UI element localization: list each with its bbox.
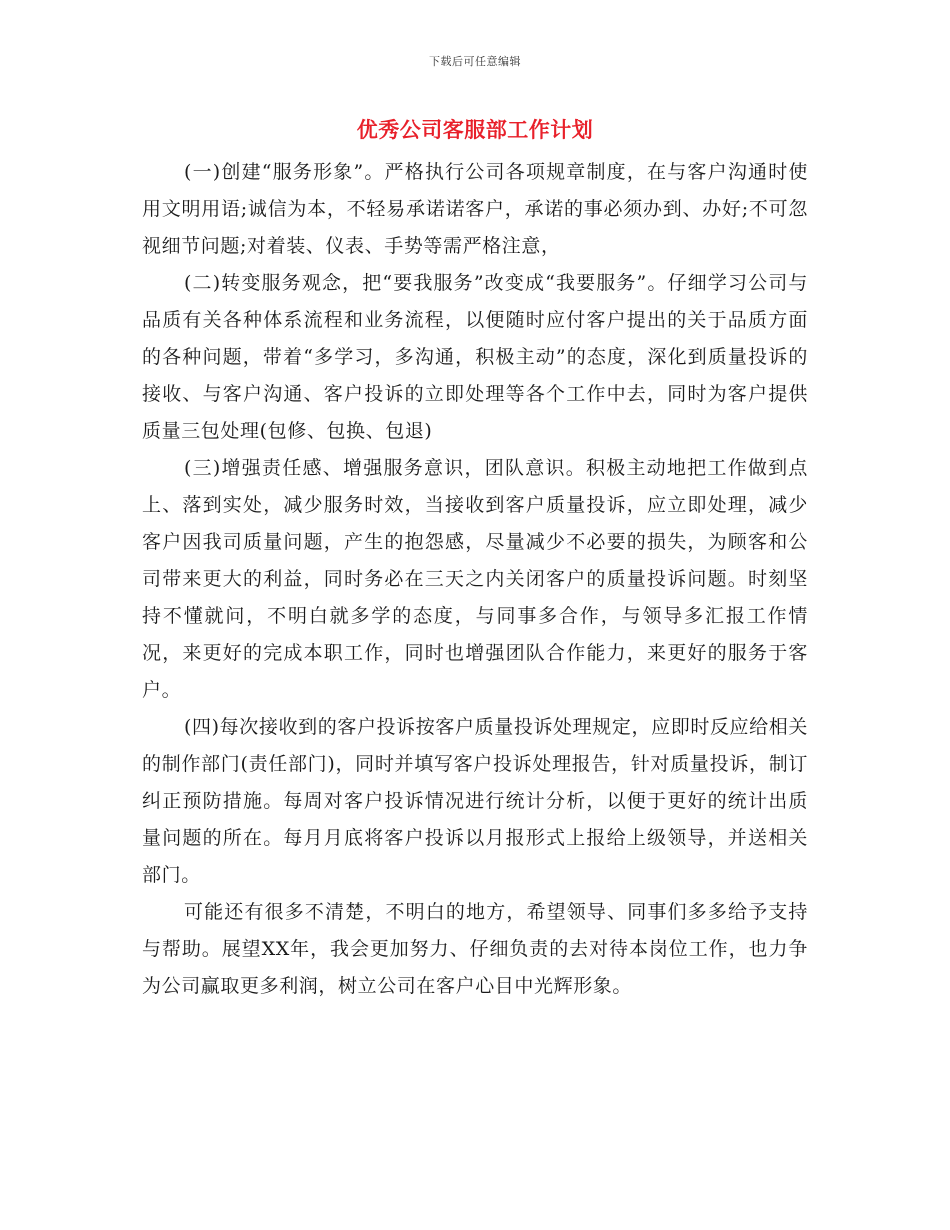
paragraph-enhance-responsibility: (三)增强责任感、增强服务意识，团队意识。积极主动地把工作做到点上、落到实处，减少服务时效，当接收到客户质量投诉，应立即处理，减少客户因我司质量问题，产生的抱怨感，尽量减少不必要的损失，为顾客和公司带来更大的利益，同时务必在三天之内关闭客户的质量投诉问题。时刻坚持不懂就问，不明白就多学的态度，与同事多合作，与领导多汇报工作情况，来更好的完成本职工作，同时也增强团队合作能力，来更好的服务于客户。 xyxy=(142,457,808,701)
document-title: 优秀公司客服部工作计划 xyxy=(356,117,594,142)
page-header-note: 下载后可任意编辑 xyxy=(429,55,521,68)
paragraph-complaint-handling: (四)每次接收到的客户投诉按客户质量投诉处理规定，应即时反应给相关的制作部门(责任部门)，同时并填写客户投诉处理报告，针对质量投诉，制订纠正预防措施。每周对客户投诉情况进行统计分析，以便于更好的统计出质量问题的所在。每月月底将客户投诉以月报形式上报给上级领导，并送相关部门。 xyxy=(142,716,808,886)
paragraph-create-service-image: (一)创建“服务形象”。严格执行公司各项规章制度，在与客户沟通时使用文明用语;诚信为本，不轻易承诺诺客户，承诺的事必须办到、办好;不可忽视细节问题;对着装、仪表、手势等需严格注意， xyxy=(142,161,808,257)
paragraph-closing: 可能还有很多不清楚，不明白的地方，希望领导、同事们多多给予支持与帮助。展望XX年，我会更加努力、仔细负责的去对待本岗位工作，也力争为公司赢取更多利润，树立公司在客户心目中光辉形象。 xyxy=(142,901,808,997)
document-body xyxy=(142,154,808,1005)
paragraph-change-service-concept: (二)转变服务观念，把“要我服务”改变成“我要服务”。仔细学习公司与品质有关各种体系流程和业务流程，以便随时应付客户提出的关于品质方面的各种问题，带着“多学习，多沟通，积极主动”的态度，深化到质量投诉的接收、与客户沟通、客户投诉的立即处理等各个工作中去，同时为客户提供质量三包处理(包修、包换、包退) xyxy=(142,272,808,442)
